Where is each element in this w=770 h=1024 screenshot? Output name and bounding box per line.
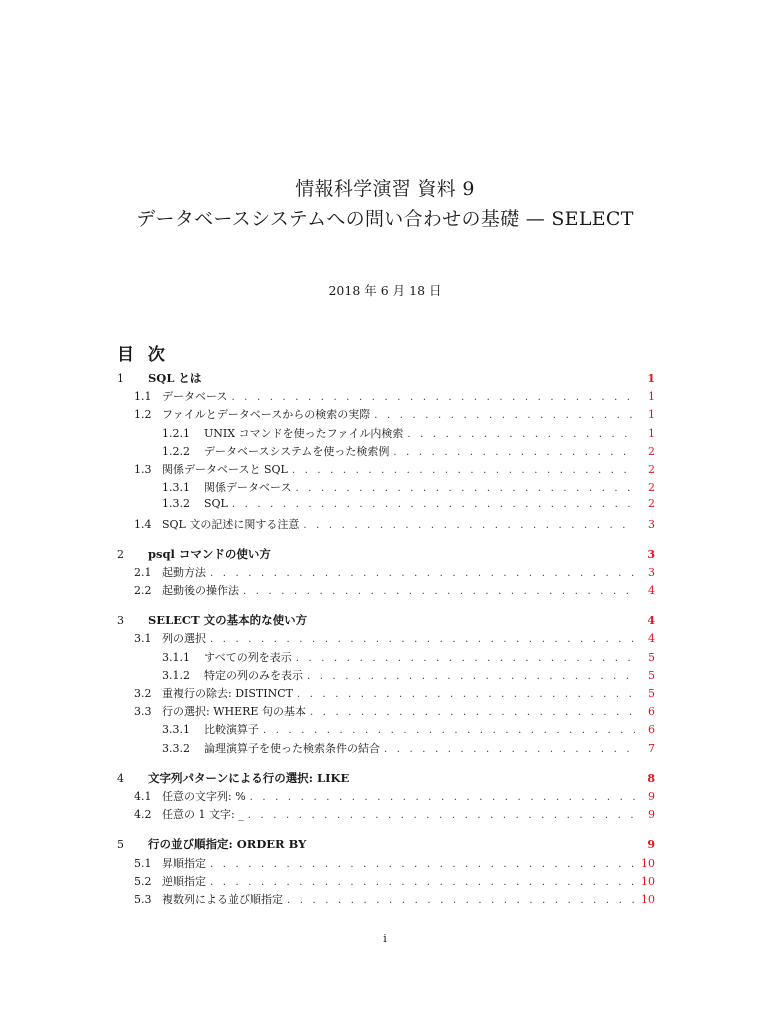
toc-entry[interactable] <box>117 516 655 534</box>
toc-leader-dots <box>248 810 635 821</box>
toc-entry-page-link[interactable]: 2 <box>648 444 655 458</box>
toc-leader-dots <box>250 792 635 803</box>
toc-entry-title[interactable]: 行の選択: WHERE 句の基本 <box>162 705 306 719</box>
document-title-line1: 情報科学演習 資料 9 <box>295 178 475 200</box>
toc-entry[interactable] <box>117 806 655 824</box>
toc-entry-number: 3.3.2 <box>162 741 190 755</box>
toc-entry-page-link[interactable]: 5 <box>648 687 655 700</box>
toc-entry-title[interactable]: 比較演算子 <box>204 723 259 737</box>
document-date: 2018 年 6 月 18 日 <box>328 283 442 298</box>
toc-leader-dots <box>243 586 635 597</box>
toc-entry-number: 1.3 <box>134 462 152 476</box>
toc-entry-title[interactable]: UNIX コマンドを使ったファイル内検索 <box>204 426 404 440</box>
toc-entry[interactable] <box>117 388 655 406</box>
toc-entry[interactable] <box>117 443 655 461</box>
toc-entry-number: 1 <box>117 372 124 385</box>
toc-entry-title[interactable]: データベース <box>162 390 228 404</box>
toc-entry-title[interactable]: psql コマンドの使い方 <box>148 546 271 561</box>
toc-entry[interactable] <box>117 788 655 806</box>
toc-entry[interactable] <box>117 721 655 739</box>
toc-entry-number: 3.1 <box>134 632 152 646</box>
toc-entry-number: 1.4 <box>134 517 152 531</box>
toc-entry-page-link[interactable]: 6 <box>648 705 655 719</box>
toc-entry[interactable] <box>117 740 655 758</box>
toc-entry-page-link[interactable]: 4 <box>648 584 655 598</box>
toc-leader-dots <box>303 520 635 531</box>
toc-leader-dots <box>210 859 635 870</box>
toc-entry[interactable] <box>117 836 655 854</box>
toc-entry-number: 5 <box>117 838 124 852</box>
toc-entry-page-link[interactable]: 5 <box>648 650 655 664</box>
toc-entry-title[interactable]: 任意の 1 文字: _ <box>162 808 244 822</box>
toc-entry-title[interactable]: 文字列パターンによる行の選択: LIKE <box>148 770 350 785</box>
toc-entry-number: 5.1 <box>134 856 152 870</box>
toc-leader-dots <box>210 877 635 888</box>
toc-leader-dots <box>310 707 635 718</box>
toc-entry-title[interactable]: 論理演算子を使った検索条件の結合 <box>204 741 380 755</box>
toc-entry[interactable] <box>117 546 655 564</box>
toc-entry-page-link[interactable]: 4 <box>648 632 655 646</box>
toc-entry-page-link[interactable]: 2 <box>648 497 655 511</box>
toc-leader-dots <box>210 568 635 579</box>
toc-entry-number: 1.2.1 <box>162 426 190 440</box>
toc-entry-title[interactable]: 複数列による並び順指定 <box>162 892 283 906</box>
toc-leader-dots <box>297 689 635 700</box>
toc-entry-title[interactable]: すべての列を表示 <box>204 650 292 664</box>
toc-leader-dots <box>292 465 635 476</box>
toc-entry-page-link[interactable]: 2 <box>648 462 655 476</box>
toc-leader-dots <box>384 744 635 755</box>
toc-entry-title[interactable]: SQL 文の記述に関する注意 <box>162 517 300 531</box>
toc-entry-page-link[interactable]: 1 <box>648 408 655 422</box>
toc-entry[interactable] <box>117 770 655 788</box>
toc-entry-title[interactable]: 起動方法 <box>162 565 206 579</box>
toc-entry-title[interactable]: 逆順指定 <box>162 874 206 888</box>
page-number: i <box>383 932 387 945</box>
toc-entry-title[interactable]: 任意の文字列: % <box>162 789 246 803</box>
toc-entry[interactable] <box>117 891 655 909</box>
toc-entry-page-link[interactable]: 1 <box>648 390 655 404</box>
toc-entry[interactable] <box>117 425 655 443</box>
document-title-line2: データベースシステムへの問い合わせの基礎 — SELECT <box>136 208 634 230</box>
toc-entry-page-link[interactable]: 1 <box>648 426 655 440</box>
toc-entry-number: 5.2 <box>134 874 152 888</box>
toc-entry-page-link[interactable]: 9 <box>648 808 655 822</box>
toc-entry-page-link[interactable]: 10 <box>641 874 655 888</box>
toc-entry[interactable] <box>117 612 655 630</box>
toc-leader-dots <box>374 410 635 421</box>
toc-entry[interactable] <box>117 461 655 479</box>
toc-entry-number: 3.1.2 <box>162 668 190 682</box>
toc-entry-number: 1.3.2 <box>162 497 190 511</box>
toc-entry-page-link[interactable]: 9 <box>647 838 655 852</box>
toc-entry-number: 3 <box>117 614 124 628</box>
toc-entry-page-link[interactable]: 8 <box>647 771 655 785</box>
toc-entry-number: 4.2 <box>134 808 152 822</box>
toc-entry-number: 2.1 <box>134 565 152 579</box>
toc-entry-title[interactable]: SELECT 文の基本的な使い方 <box>148 613 308 628</box>
toc-entry-title[interactable]: 昇順指定 <box>162 856 206 870</box>
toc-leader-dots <box>296 653 635 664</box>
toc-entry-title[interactable]: SQL とは <box>148 371 202 385</box>
toc-entry-number: 1.2.2 <box>162 444 190 458</box>
toc-entry-title[interactable]: 重複行の除去: DISTINCT <box>162 687 293 700</box>
toc-entry-page-link[interactable]: 10 <box>641 892 655 906</box>
toc-entry-number: 4 <box>117 771 124 785</box>
toc-leader-dots <box>287 895 635 906</box>
toc-entry-title[interactable]: 起動後の操作法 <box>162 584 239 598</box>
toc-leader-dots <box>393 447 635 458</box>
toc-entry-title[interactable]: ファイルとデータベースからの検索の実際 <box>162 408 371 422</box>
toc-entry-page-link[interactable]: 7 <box>648 741 655 755</box>
toc-entry-number: 3.2 <box>134 687 152 700</box>
toc-leader-dots <box>407 429 635 440</box>
toc-entry-page-link[interactable]: 3 <box>648 517 655 531</box>
toc-entry-number: 1.1 <box>134 390 152 404</box>
toc-entry-number: 5.3 <box>134 892 152 906</box>
toc-entry-page-link[interactable]: 1 <box>647 372 655 385</box>
toc-entry[interactable] <box>117 685 655 703</box>
toc-leader-dots <box>231 392 635 403</box>
toc-gap <box>117 758 655 770</box>
toc-entry[interactable] <box>117 564 655 582</box>
toc-leader-dots <box>307 671 635 682</box>
toc-entry-number: 3.1.1 <box>162 650 190 664</box>
toc-entry[interactable] <box>117 582 655 600</box>
toc-entry-title[interactable]: SQL <box>204 497 228 511</box>
toc-leader-dots <box>232 499 635 510</box>
toc-entry[interactable] <box>117 855 655 873</box>
toc-entry-number: 3.3 <box>134 705 152 719</box>
toc-entry-number: 1.3.1 <box>162 481 190 495</box>
toc-leader-dots <box>295 483 635 494</box>
toc-leader-dots <box>263 725 635 736</box>
toc-entry-number: 3.3.1 <box>162 723 190 737</box>
toc-entry-page-link[interactable]: 3 <box>648 565 655 579</box>
table-of-contents <box>117 370 655 909</box>
toc-entry-title[interactable]: 特定の列のみを表示 <box>204 668 303 682</box>
toc-entry-title[interactable]: 列の選択 <box>162 632 206 646</box>
toc-entry-title[interactable]: 行の並び順指定: ORDER BY <box>148 837 307 852</box>
toc-entry[interactable] <box>117 406 655 424</box>
toc-entry-page-link[interactable]: 9 <box>648 789 655 803</box>
toc-entry-number: 1.2 <box>134 408 152 422</box>
toc-gap <box>117 824 655 836</box>
toc-leader-dots <box>210 634 635 645</box>
toc-entry-number: 2.2 <box>134 584 152 598</box>
toc-entry-number: 2 <box>117 547 124 561</box>
toc-entry[interactable] <box>117 873 655 891</box>
toc-entry-page-link[interactable]: 3 <box>647 547 655 561</box>
toc-entry[interactable] <box>117 649 655 667</box>
toc-entry[interactable] <box>117 703 655 721</box>
toc-entry[interactable] <box>117 667 655 685</box>
toc-entry-page-link[interactable]: 2 <box>648 481 655 495</box>
toc-entry-title[interactable]: 関係データベースと SQL <box>162 462 288 476</box>
toc-entry-page-link[interactable]: 10 <box>641 856 655 870</box>
toc-entry[interactable] <box>117 497 655 515</box>
toc-entry[interactable] <box>117 370 655 388</box>
toc-entry[interactable] <box>117 630 655 648</box>
toc-entry-page-link[interactable]: 6 <box>648 723 655 737</box>
toc-entry-title[interactable]: データベースシステムを使った検索例 <box>204 444 390 458</box>
toc-gap <box>117 534 655 546</box>
toc-entry-page-link[interactable]: 4 <box>647 614 655 628</box>
toc-heading: 目 次 <box>117 345 169 365</box>
toc-entry[interactable] <box>117 479 655 497</box>
toc-entry-page-link[interactable]: 5 <box>648 668 655 682</box>
toc-gap <box>117 600 655 612</box>
toc-entry-number: 4.1 <box>134 789 152 803</box>
toc-entry-title[interactable]: 関係データベース <box>204 481 292 495</box>
